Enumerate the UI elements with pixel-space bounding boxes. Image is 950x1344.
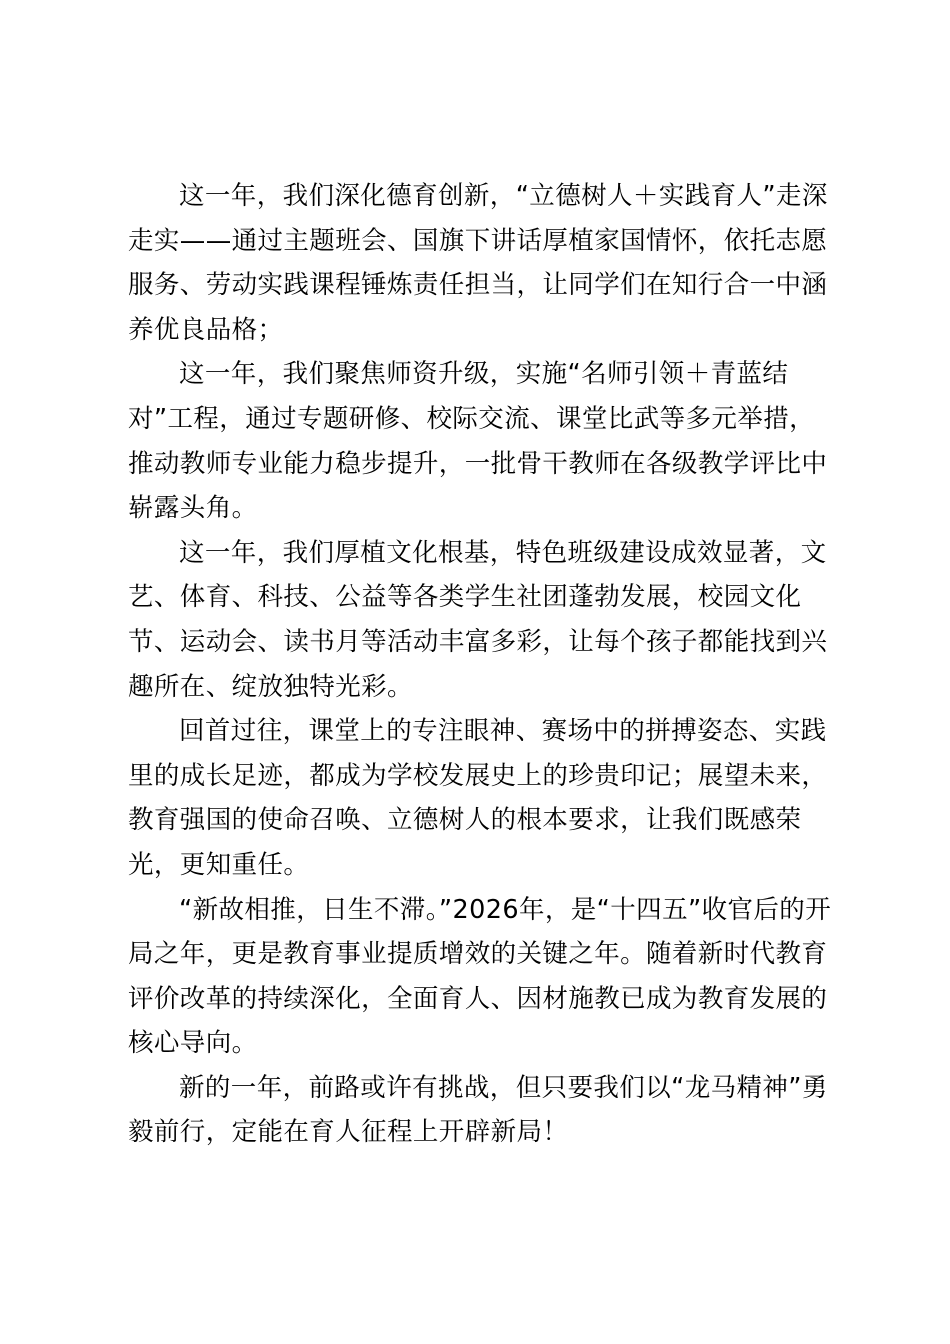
paragraph-moral-education: 这一年，我们深化德育创新，“立德树人＋实践育人”走深走实——通过主题班会、国旗下讲话厚植家国情怀，依托志愿服务、劳动实践课程锤炼责任担当，让同学们在知行合一中涵养优良品格； [128,181,828,345]
document-body [128,174,836,1155]
paragraph-closing: 新的一年，前路或许有挑战，但只要我们以“龙马精神”勇毅前行，定能在育人征程上开辟新局！ [128,1072,828,1148]
paragraph-teacher-development: 这一年，我们聚焦师资升级，实施“名师引领＋青蓝结对”工程，通过专题研修、校际交流、课堂比武等多元举措，推动教师专业能力稳步提升，一批骨干教师在各级教学评比中崭露头角。 [128,359,828,524]
paragraph-new-year-2026: “新故相推，日生不滞。”2026年，是“十四五”收官后的开局之年，更是教育事业提质增效的关键之年。随着新时代教育评价改革的持续深化，全面育人、因材施教已成为教育发展的核心导向。 [128,894,832,1059]
paragraph-review-and-outlook: 回首过往，课堂上的专注眼神、赛场中的拼搏姿态、实践里的成长足迹，都成为学校发展史上的珍贵印记；展望未来，教育强国的使命召唤、立德树人的根本要求，让我们既感荣光，更知重任。 [128,716,828,880]
paragraph-campus-culture: 这一年，我们厚植文化根基，特色班级建设成效显著，文艺、体育、科技、公益等各类学生社团蓬勃发展，校园文化节、运动会、读书月等活动丰富多彩，让每个孩子都能找到兴趣所在、绽放独特光彩。 [128,537,828,702]
